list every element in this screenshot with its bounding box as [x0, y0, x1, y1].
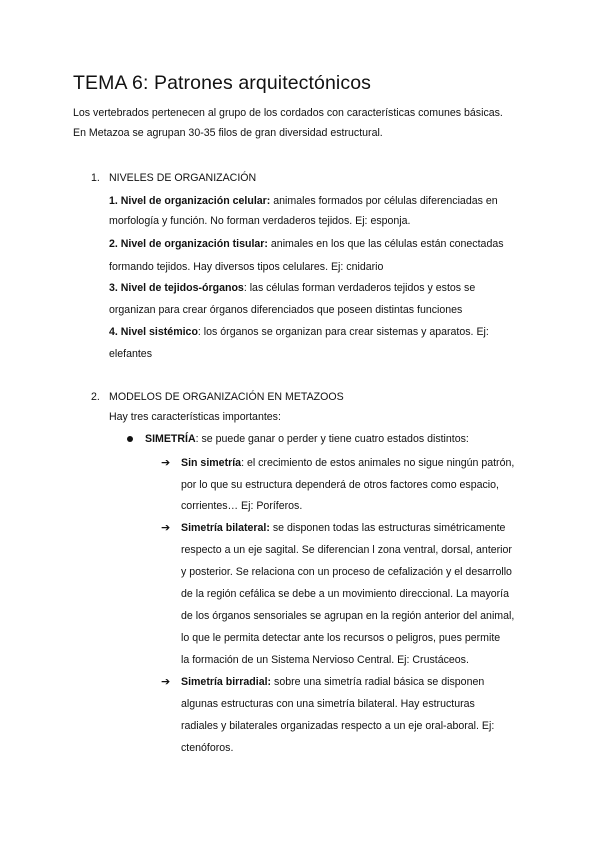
level-2-label: 2. Nivel de organización tisular: — [109, 238, 268, 250]
level-1-label: 1. Nivel de organización celular: — [109, 195, 271, 207]
biradial-cont-2: radiales y bilaterales organizadas respecto a un eje oral-aboral. Ej: — [181, 720, 495, 732]
level-4-text: : los órganos se organizan para crear sistemas y aparatos. Ej: — [197, 326, 489, 338]
bullet-dot — [127, 436, 133, 442]
page-title: TEMA 6: Patrones arquitectónicos — [73, 72, 372, 94]
arrow-icon: ➔ — [161, 522, 171, 534]
no-symmetry — [181, 456, 514, 470]
level-3-text: : las células forman verdaderos tejidos y estos se — [243, 282, 476, 294]
no-symmetry-text: : el crecimiento de estos animales no sigue ningún patrón, — [241, 457, 515, 469]
section-1-heading: NIVELES DE ORGANIZACIÓN — [109, 172, 257, 184]
section-2-number: 2. — [91, 391, 100, 403]
section-2-heading: MODELOS DE ORGANIZACIÓN EN METAZOOS — [109, 391, 344, 403]
bilateral-cont-4: de los órganos sensoriales se agrupan en la región anterior del animal, — [181, 610, 515, 622]
intro-line-1: Los vertebrados pertenecen al grupo de los cordados con características comunes básicas. — [73, 107, 503, 119]
bilateral-cont-1: respecto a un eje sagital. Se diferencian l zona ventral, dorsal, anterior — [181, 544, 512, 556]
bilateral-cont-2: y posterior. Se relaciona con un proceso de cefalización y el desarrollo — [181, 566, 512, 578]
symmetry-text: : se puede ganar o perder y tiene cuatro estados distintos: — [195, 433, 469, 445]
level-1-cont: morfología y función. No forman verdaderos tejidos. Ej: esponja. — [109, 215, 411, 227]
no-symmetry-label: Sin simetría — [181, 457, 242, 469]
biradial-cont-1: algunas estructuras con una simetría bilateral. Hay estructuras — [181, 698, 475, 710]
bilateral-symmetry — [181, 521, 505, 535]
level-4 — [109, 325, 489, 339]
level-3-cont: organizan para crear órganos diferenciados que poseen distintas funciones — [109, 304, 463, 316]
no-symmetry-cont-2: corrientes… Ej: Poríferos. — [181, 500, 303, 512]
bilateral-cont-5: lo que le permita detectar ante los recursos o peligros, pues permite — [181, 632, 501, 644]
biradial-text: sobre una simetría radial básica se disponen — [271, 676, 485, 688]
bilateral-cont-6: la formación de un Sistema Nervioso Central. Ej: Crustáceos. — [181, 654, 469, 666]
level-4-cont: elefantes — [109, 348, 152, 360]
level-2-cont: formando tejidos. Hay diversos tipos celulares. Ej: cnidario — [109, 261, 384, 273]
level-3 — [109, 281, 475, 295]
level-2-text: animales en los que las células están conectadas — [270, 238, 504, 250]
section-2-intro: Hay tres características importantes: — [109, 411, 281, 423]
biradial-cont-3: ctenóforos. — [181, 742, 234, 754]
arrow-icon: ➔ — [161, 457, 171, 469]
level-4-label: 4. Nivel sistémico — [109, 326, 198, 338]
level-2 — [109, 237, 504, 251]
symmetry-bullet — [145, 432, 469, 446]
bilateral-cont-3: de la región cefálica se debe a un movimiento direccional. La mayoría — [181, 588, 510, 600]
level-1-text: animales formados por células diferenciadas en — [273, 195, 498, 207]
section-1-number: 1. — [91, 172, 100, 184]
bilateral-text: se disponen todas las estructuras simétricamente — [269, 522, 506, 534]
biradial-label: Simetría birradial: — [181, 676, 272, 688]
symmetry-label: SIMETRÍA — [145, 433, 196, 445]
biradial-symmetry — [181, 675, 484, 689]
bilateral-label: Simetría bilateral: — [181, 522, 270, 534]
no-symmetry-cont-1: por lo que su estructura dependerá de otros factores como espacio, — [181, 479, 499, 491]
intro-line-2: En Metazoa se agrupan 30-35 filos de gran diversidad estructural. — [73, 127, 383, 139]
arrow-icon: ➔ — [161, 676, 171, 688]
level-3-label: 3. Nivel de tejidos-órganos — [109, 282, 244, 294]
level-1 — [109, 194, 498, 208]
